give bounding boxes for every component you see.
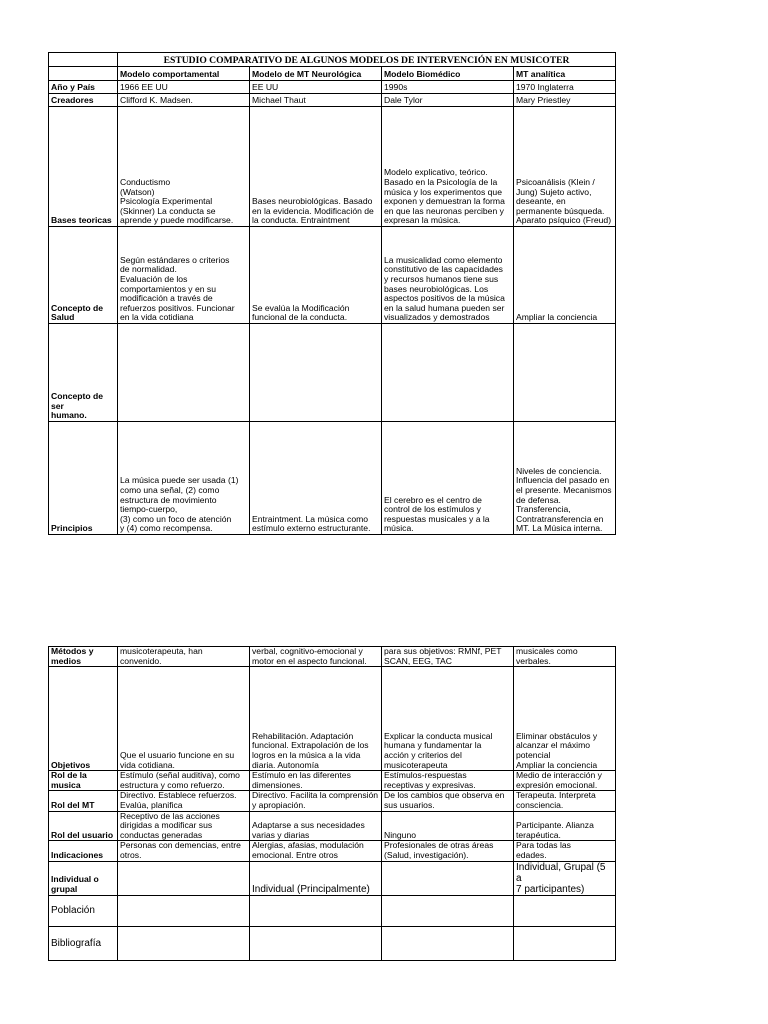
table-row <box>49 811 616 841</box>
table-cell: Mary Priestley <box>514 94 616 107</box>
table-row <box>49 227 616 324</box>
table-cell <box>118 895 250 926</box>
table-cell: Bases neurobiológicas. Basado en la evidencia. Modificación de la conducta. Entraintment <box>250 107 382 227</box>
table-cell: Según estándares o criterios de normalidad. Evaluación de los comportamientos y en su modificación a través de refuerzos positivos. Funcionar en la vida cotidiana <box>118 227 250 324</box>
row-label: Creadores <box>49 94 118 107</box>
table-cell: El cerebro es el centro de control de los estímulos y respuestas musicales y a la música. <box>382 422 514 535</box>
row-label: Bases teoricas <box>49 107 118 227</box>
row-label: Población <box>49 895 118 926</box>
row-label: Año y País <box>49 81 118 94</box>
table-cell: De los cambios que observa en sus usuarios. <box>382 791 514 811</box>
table-row <box>49 107 616 227</box>
column-header: MT analítica <box>514 67 616 81</box>
table-cell: Individual (Principalmente) <box>250 861 382 895</box>
table-cell: 1990s <box>382 81 514 94</box>
table-row <box>49 895 616 926</box>
table-cell: Clifford K. Madsen. <box>118 94 250 107</box>
table-cell: Que el usuario funcione en su vida cotidiana. <box>118 667 250 771</box>
table-row <box>49 667 616 771</box>
table-cell: musicoterapeuta, han convenido. <box>118 647 250 667</box>
table-row <box>49 422 616 535</box>
row-label: Rol del MT <box>49 791 118 811</box>
table-cell: Para todas las edades. <box>514 841 616 861</box>
table-cell <box>514 895 616 926</box>
table-row <box>49 791 616 811</box>
comparison-table-top <box>48 52 616 535</box>
table-cell: Se evalúa la Modificación funcional de la conducta. <box>250 227 382 324</box>
table-cell <box>118 861 250 895</box>
table-row <box>49 324 616 422</box>
table-cell: Ninguno <box>382 811 514 841</box>
table-cell <box>514 324 616 422</box>
column-header: Modelo de MT Neurológica <box>250 67 382 81</box>
row-label: Principios <box>49 422 118 535</box>
table-cell <box>250 895 382 926</box>
row-label: Indicaciones <box>49 841 118 861</box>
table-cell: Medio de interacción y expresión emocional. <box>514 771 616 791</box>
table-row <box>49 81 616 94</box>
table-cell <box>382 324 514 422</box>
table-cell: 1970 Inglaterra <box>514 81 616 94</box>
table-row <box>49 861 616 895</box>
table-cell: Niveles de conciencia. Influencia del pasado en el presente. Mecanismos de defensa. Transferencia, Contratransferencia en MT. La Música interna. <box>514 422 616 535</box>
table-cell: Ampliar la conciencia <box>514 227 616 324</box>
column-header: Modelo Biomédico <box>382 67 514 81</box>
row-label: Concepto de Salud <box>49 227 118 324</box>
table-cell <box>250 324 382 422</box>
table-cell <box>382 926 514 960</box>
table-cell: Adaptarse a sus necesidades varias y diarias <box>250 811 382 841</box>
table-cell: Profesionales de otras áreas (Salud, investigación). <box>382 841 514 861</box>
title-spacer <box>49 53 118 67</box>
table-cell: Entraintment. La música como estímulo externo estructurante. <box>250 422 382 535</box>
table-cell: Conductismo (Watson) Psicología Experimental (Skinner) La conducta se aprende y puede modificarse. <box>118 107 250 227</box>
table-cell: Directivo. Establece refuerzos. Evalúa, planifica <box>118 791 250 811</box>
table-cell <box>382 895 514 926</box>
table-cell: La música puede ser usada (1) como una señal, (2) como estructura de movimiento tiempo-cuerpo, (3) como un foco de atención y (4) como recompensa. <box>118 422 250 535</box>
comparison-table-bottom <box>48 646 616 961</box>
table-cell: Dale Tylor <box>382 94 514 107</box>
table-cell: Alergias, afasias, modulación emocional. Entre otros <box>250 841 382 861</box>
table-cell: Explicar la conducta musical humana y fundamentar la acción y criterios del musicoterapeuta <box>382 667 514 771</box>
column-header: Modelo comportamental <box>118 67 250 81</box>
table-cell: Modelo explicativo, teórico. Basado en la Psicología de la música y los experimentos que exponen y demuestran la forma en que las neuronas perciben y expresan la música. <box>382 107 514 227</box>
table-cell <box>118 926 250 960</box>
table-row <box>49 94 616 107</box>
table-cell: Estímulo en las diferentes dimensiones. <box>250 771 382 791</box>
table-cell: Estímulo (señal auditiva), como estructura y como refuerzo. <box>118 771 250 791</box>
table-cell: Rehabilitación. Adaptación funcional. Extrapolación de los logros en la música a la vida diaria. Autonomía <box>250 667 382 771</box>
table-cell <box>250 926 382 960</box>
table-cell: Individual, Grupal (5 a 7 participantes) <box>514 861 616 895</box>
row-label: Métodos y medios <box>49 647 118 667</box>
table-cell: verbal, cognitivo-emocional y motor en el aspecto funcional. <box>250 647 382 667</box>
table-cell: Eliminar obstáculos y alcanzar el máximo potencial Ampliar la conciencia <box>514 667 616 771</box>
table-cell: musicales como verbales. <box>514 647 616 667</box>
table-cell <box>514 926 616 960</box>
table-cell: para sus objetivos: RMNf, PET SCAN, EEG, TAC <box>382 647 514 667</box>
table-cell <box>382 861 514 895</box>
table-cell: Personas con demencias, entre otros. <box>118 841 250 861</box>
row-label: Individual o grupal <box>49 861 118 895</box>
table-row <box>49 771 616 791</box>
row-label: Concepto de ser humano. <box>49 324 118 422</box>
table-cell <box>118 324 250 422</box>
row-label: Objetivos <box>49 667 118 771</box>
table-row <box>49 841 616 861</box>
table-cell: EE UU <box>250 81 382 94</box>
document-title: ESTUDIO COMPARATIVO DE ALGUNOS MODELOS DE INTERVENCIÓN EN MUSICOTER <box>118 53 616 67</box>
table-cell: La musicalidad como elemento constitutivo de las capacidades y recursos humanos tiene sus bases neurobiológicas. Los aspectos positivos de la música en la salud humana pueden ser visualizados y demostrados <box>382 227 514 324</box>
row-label: Rol de la musica <box>49 771 118 791</box>
table-cell: Estímulos-respuestas receptivas y expresivas. <box>382 771 514 791</box>
row-label: Rol del usuario <box>49 811 118 841</box>
table-cell: Terapeuta. Interpreta consciencia. <box>514 791 616 811</box>
table-cell: Participante. Alianza terapéutica. <box>514 811 616 841</box>
header-corner <box>49 67 118 81</box>
table-row <box>49 647 616 667</box>
table-cell: Directivo. Facilita la comprensión y apropiación. <box>250 791 382 811</box>
table-cell: Receptivo de las acciones dirigidas a modificar sus conductas generadas <box>118 811 250 841</box>
table-row <box>49 926 616 960</box>
table-cell: Michael Thaut <box>250 94 382 107</box>
table-cell: Psicoanálisis (Klein / Jung) Sujeto activo, deseante, en permanente búsqueda. Aparato psíquico (Freud) <box>514 107 616 227</box>
row-label: Bibliografía <box>49 926 118 960</box>
table-cell: 1966 EE UU <box>118 81 250 94</box>
